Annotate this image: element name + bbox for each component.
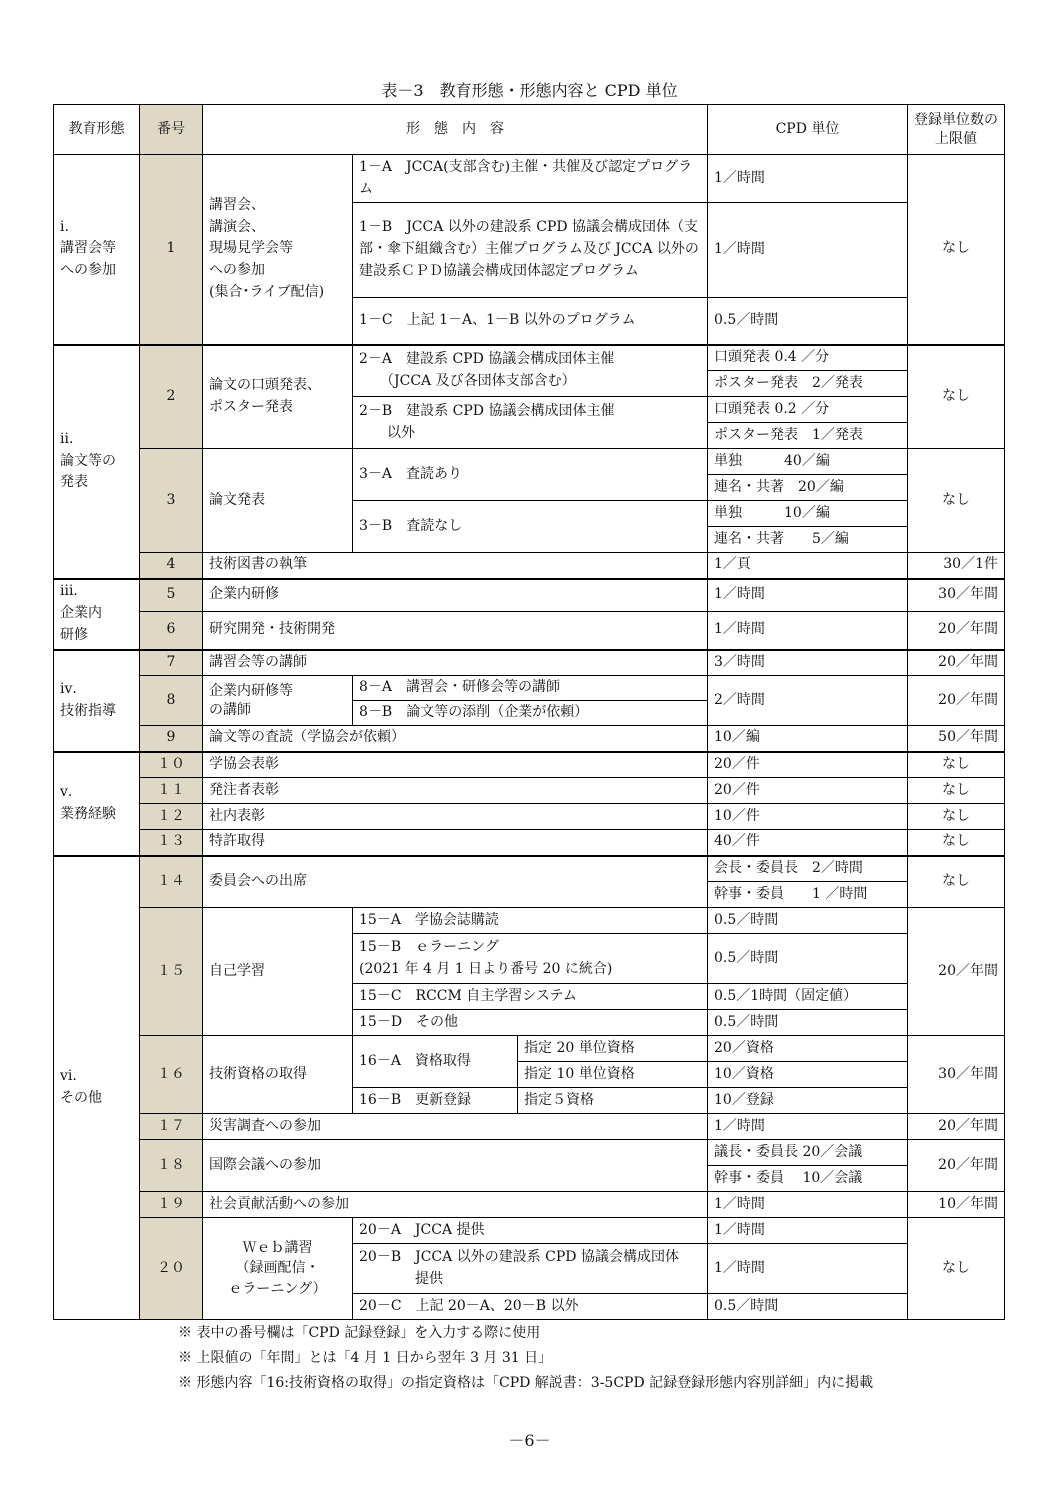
- cpd-unit: 0.5／時間: [708, 908, 908, 934]
- cpd-unit: 1／時間: [708, 155, 908, 203]
- row-number: 8: [140, 676, 203, 726]
- cpd-unit: 連名・共著 20／編: [708, 475, 908, 501]
- row-text: 学協会表彰: [203, 752, 708, 778]
- cpd-unit: 1／時間: [708, 1244, 908, 1294]
- table-row: [54, 804, 1005, 830]
- row-label: 技術資格の取得: [203, 1036, 353, 1114]
- limit: 20／年間: [908, 676, 1005, 726]
- limit: なし: [908, 752, 1005, 778]
- row-number: １０: [140, 752, 203, 778]
- sub-item: 20－A JCCA 提供: [353, 1218, 708, 1244]
- footnote: ※ 表中の番号欄は「CPD 記録登録」を入力する際に使用: [178, 1325, 541, 1341]
- row-text: 技術図書の執筆: [203, 553, 708, 579]
- limit: なし: [908, 1218, 1005, 1320]
- header-content: 形 態 内 容: [203, 105, 708, 155]
- cpd-unit: 1／時間: [708, 203, 908, 298]
- limit: 20／年間: [908, 650, 1005, 676]
- sub-item: 1－B JCCA 以外の建設系 CPD 協議会構成団体（支部・傘下組織含む）主催プログラム及び JCCA 以外の建設系ＣＰＤ協議会構成団体認定プログラム: [353, 203, 708, 298]
- footnote: ※ 上限値の「年間」とは「4 月 1 日から翌年 3 月 31 日」: [178, 1350, 553, 1366]
- table-row: [54, 579, 1005, 612]
- cpd-unit: 1／頁: [708, 553, 908, 579]
- table-row: [54, 778, 1005, 804]
- limit: 30／年間: [908, 579, 1005, 612]
- limit: 30／1件: [908, 553, 1005, 579]
- limit: なし: [908, 856, 1005, 908]
- sub-item-detail: 指定 20 単位資格: [518, 1036, 708, 1062]
- cpd-unit: 1／時間: [708, 1114, 908, 1140]
- cpd-unit: 20／資格: [708, 1036, 908, 1062]
- footnote: ※ 形態内容「16:技術資格の取得」の指定資格は「CPD 解説書：3-5CPD 記録登録形態内容別詳細」内に掲載: [178, 1375, 874, 1391]
- limit: 30／年間: [908, 1036, 1005, 1114]
- table-row: [54, 1114, 1005, 1140]
- limit: なし: [908, 830, 1005, 856]
- row-number: １２: [140, 804, 203, 830]
- row-label: 企業内研修等 の講師: [203, 676, 353, 726]
- sub-item: 15－C RCCM 自主学習システム: [353, 984, 708, 1010]
- header-limit: 登録単位数の 上限値: [908, 105, 1005, 155]
- cpd-unit: 0.5／時間: [708, 1010, 908, 1036]
- table-row: [54, 650, 1005, 676]
- cpd-unit: ポスター発表 1／発表: [708, 423, 908, 449]
- cpd-unit: 2／時間: [708, 676, 908, 726]
- table-row: [54, 155, 1005, 203]
- sub-item: 15－A 学協会誌購読: [353, 908, 708, 934]
- limit: 50／年間: [908, 726, 1005, 752]
- row-number: １９: [140, 1192, 203, 1218]
- cpd-unit: 単独 40／編: [708, 449, 908, 475]
- table-title: 表－3 教育形態・形態内容と CPD 単位: [381, 81, 678, 100]
- row-number: １８: [140, 1140, 203, 1192]
- limit: なし: [908, 155, 1005, 345]
- limit: 20／年間: [908, 1114, 1005, 1140]
- row-label: 論文の口頭発表、 ポスター発表: [203, 345, 353, 449]
- cpd-unit: 単独 10／編: [708, 501, 908, 527]
- table-row: [54, 726, 1005, 752]
- table-row: [54, 908, 1005, 934]
- row-label: 論文発表: [203, 449, 353, 553]
- limit: なし: [908, 449, 1005, 553]
- limit: なし: [908, 804, 1005, 830]
- form-group-ii: ⅱ. 論文等の 発表: [54, 345, 140, 579]
- row-number: １７: [140, 1114, 203, 1140]
- cpd-unit: 1／時間: [708, 612, 908, 650]
- row-text: 企業内研修: [203, 579, 708, 612]
- cpd-unit: 1／時間: [708, 579, 908, 612]
- cpd-unit: 口頭発表 0.2 ／分: [708, 397, 908, 423]
- row-text: 特許取得: [203, 830, 708, 856]
- sub-item: 2－B 建設系 CPD 協議会構成団体主催 以外: [353, 397, 708, 449]
- form-group-i: ⅰ. 講習会等 への参加: [54, 155, 140, 345]
- sub-item: 16－B 更新登録: [353, 1088, 518, 1114]
- form-group-vi: ⅵ. その他: [54, 856, 140, 1320]
- limit: 20／年間: [908, 908, 1005, 1036]
- table-row: [54, 676, 1005, 701]
- row-text: 国際会議への参加: [203, 1140, 708, 1192]
- row-text: 講習会等の講師: [203, 650, 708, 676]
- row-text: 発注者表彰: [203, 778, 708, 804]
- table-row: [54, 1192, 1005, 1218]
- cpd-unit: 1／時間: [708, 1218, 908, 1244]
- cpd-unit: 口頭発表 0.4 ／分: [708, 345, 908, 371]
- limit: 20／年間: [908, 612, 1005, 650]
- row-label: Ｗｅｂ講習 （録画配信・ ｅラーニング）: [203, 1218, 353, 1320]
- header-row: [54, 105, 1005, 155]
- row-number: １４: [140, 856, 203, 908]
- table-row: [54, 1218, 1005, 1244]
- row-number: １１: [140, 778, 203, 804]
- row-number: 2: [140, 345, 203, 449]
- row-text: 研究開発・技術開発: [203, 612, 708, 650]
- sub-item: 3－B 査読なし: [353, 501, 708, 553]
- table-row: [54, 752, 1005, 778]
- sub-item: 15－D その他: [353, 1010, 708, 1036]
- cpd-unit-table: [53, 104, 1005, 1320]
- sub-item: 16－A 資格取得: [353, 1036, 518, 1088]
- footnotes: [178, 1321, 873, 1396]
- limit: 10／年間: [908, 1192, 1005, 1218]
- table-row: [54, 830, 1005, 856]
- cpd-unit: 10／編: [708, 726, 908, 752]
- row-number: 4: [140, 553, 203, 579]
- sub-item: 15－B ｅラーニング (2021 年 4 月 1 日より番号 20 に統合): [353, 934, 708, 984]
- row-number: ２０: [140, 1218, 203, 1320]
- cpd-unit: 幹事・委員 1 ／時間: [708, 882, 908, 908]
- cpd-unit: 連名・共著 5／編: [708, 527, 908, 553]
- table-row: [54, 1036, 1005, 1062]
- row-number: 3: [140, 449, 203, 553]
- sub-item: 8－A 講習会・研修会等の講師: [353, 676, 708, 701]
- row-number: 5: [140, 579, 203, 612]
- row-number: 6: [140, 612, 203, 650]
- page-number: －6－: [508, 1431, 551, 1450]
- cpd-unit: 10／資格: [708, 1062, 908, 1088]
- row-text: 災害調査への参加: [203, 1114, 708, 1140]
- cpd-unit: 1／時間: [708, 1192, 908, 1218]
- cpd-unit: ポスター発表 2／発表: [708, 371, 908, 397]
- cpd-unit: 10／件: [708, 804, 908, 830]
- sub-item: 1－A JCCA(支部含む)主催・共催及び認定プログラム: [353, 155, 708, 203]
- cpd-unit: 会長・委員長 2／時間: [708, 856, 908, 882]
- cpd-unit: 0.5／時間: [708, 934, 908, 984]
- limit: なし: [908, 778, 1005, 804]
- cpd-unit: 10／登録: [708, 1088, 908, 1114]
- row-text: 社内表彰: [203, 804, 708, 830]
- sub-item-detail: 指定５資格: [518, 1088, 708, 1114]
- sub-item: 1－C 上記 1－A、1－B 以外のプログラム: [353, 298, 708, 345]
- row-number: 7: [140, 650, 203, 676]
- cpd-unit: 40／件: [708, 830, 908, 856]
- row-number: 9: [140, 726, 203, 752]
- table-row: [54, 612, 1005, 650]
- row-text: 論文等の査読（学協会が依頼）: [203, 726, 708, 752]
- sub-item: 20－C 上記 20－A、20－B 以外: [353, 1294, 708, 1320]
- row-text: 委員会への出席: [203, 856, 708, 908]
- table-row: [54, 449, 1005, 475]
- table-row: [54, 553, 1005, 579]
- cpd-unit: 0.5／1時間（固定値）: [708, 984, 908, 1010]
- table-row: [54, 1140, 1005, 1166]
- header-cpd-unit: CPD 単位: [708, 105, 908, 155]
- form-group-iv: ⅳ. 技術指導: [54, 650, 140, 752]
- row-text: 社会貢献活動への参加: [203, 1192, 708, 1218]
- limit: なし: [908, 345, 1005, 449]
- sub-item: 8－B 論文等の添削（企業が依頼）: [353, 701, 708, 726]
- sub-item: 20－B JCCA 以外の建設系 CPD 協議会構成団体 提供: [353, 1244, 708, 1294]
- row-label: 講習会、 講演会、 現場見学会等 への参加 (集合･ライブ配信): [203, 155, 353, 345]
- table-row: [54, 345, 1005, 371]
- row-number: １５: [140, 908, 203, 1036]
- cpd-unit: 議長・委員長 20／会議: [708, 1140, 908, 1166]
- sub-item: 3－A 査読あり: [353, 449, 708, 501]
- row-number: 1: [140, 155, 203, 345]
- header-form: 教育形態: [54, 105, 140, 155]
- cpd-unit: 3／時間: [708, 650, 908, 676]
- limit: 20／年間: [908, 1140, 1005, 1192]
- form-group-v: ⅴ. 業務経験: [54, 752, 140, 856]
- cpd-unit: 0.5／時間: [708, 1294, 908, 1320]
- cpd-unit: 20／件: [708, 778, 908, 804]
- cpd-unit: 0.5／時間: [708, 298, 908, 345]
- header-number: 番号: [140, 105, 203, 155]
- form-group-iii: ⅲ. 企業内 研修: [54, 579, 140, 650]
- sub-item: 2－A 建設系 CPD 協議会構成団体主催 （JCCA 及び各団体支部含む）: [353, 345, 708, 397]
- sub-item-detail: 指定 10 単位資格: [518, 1062, 708, 1088]
- row-number: １３: [140, 830, 203, 856]
- row-label: 自己学習: [203, 908, 353, 1036]
- cpd-unit: 20／件: [708, 752, 908, 778]
- cpd-unit: 幹事・委員 10／会議: [708, 1166, 908, 1192]
- table-row: [54, 856, 1005, 882]
- row-number: １６: [140, 1036, 203, 1114]
